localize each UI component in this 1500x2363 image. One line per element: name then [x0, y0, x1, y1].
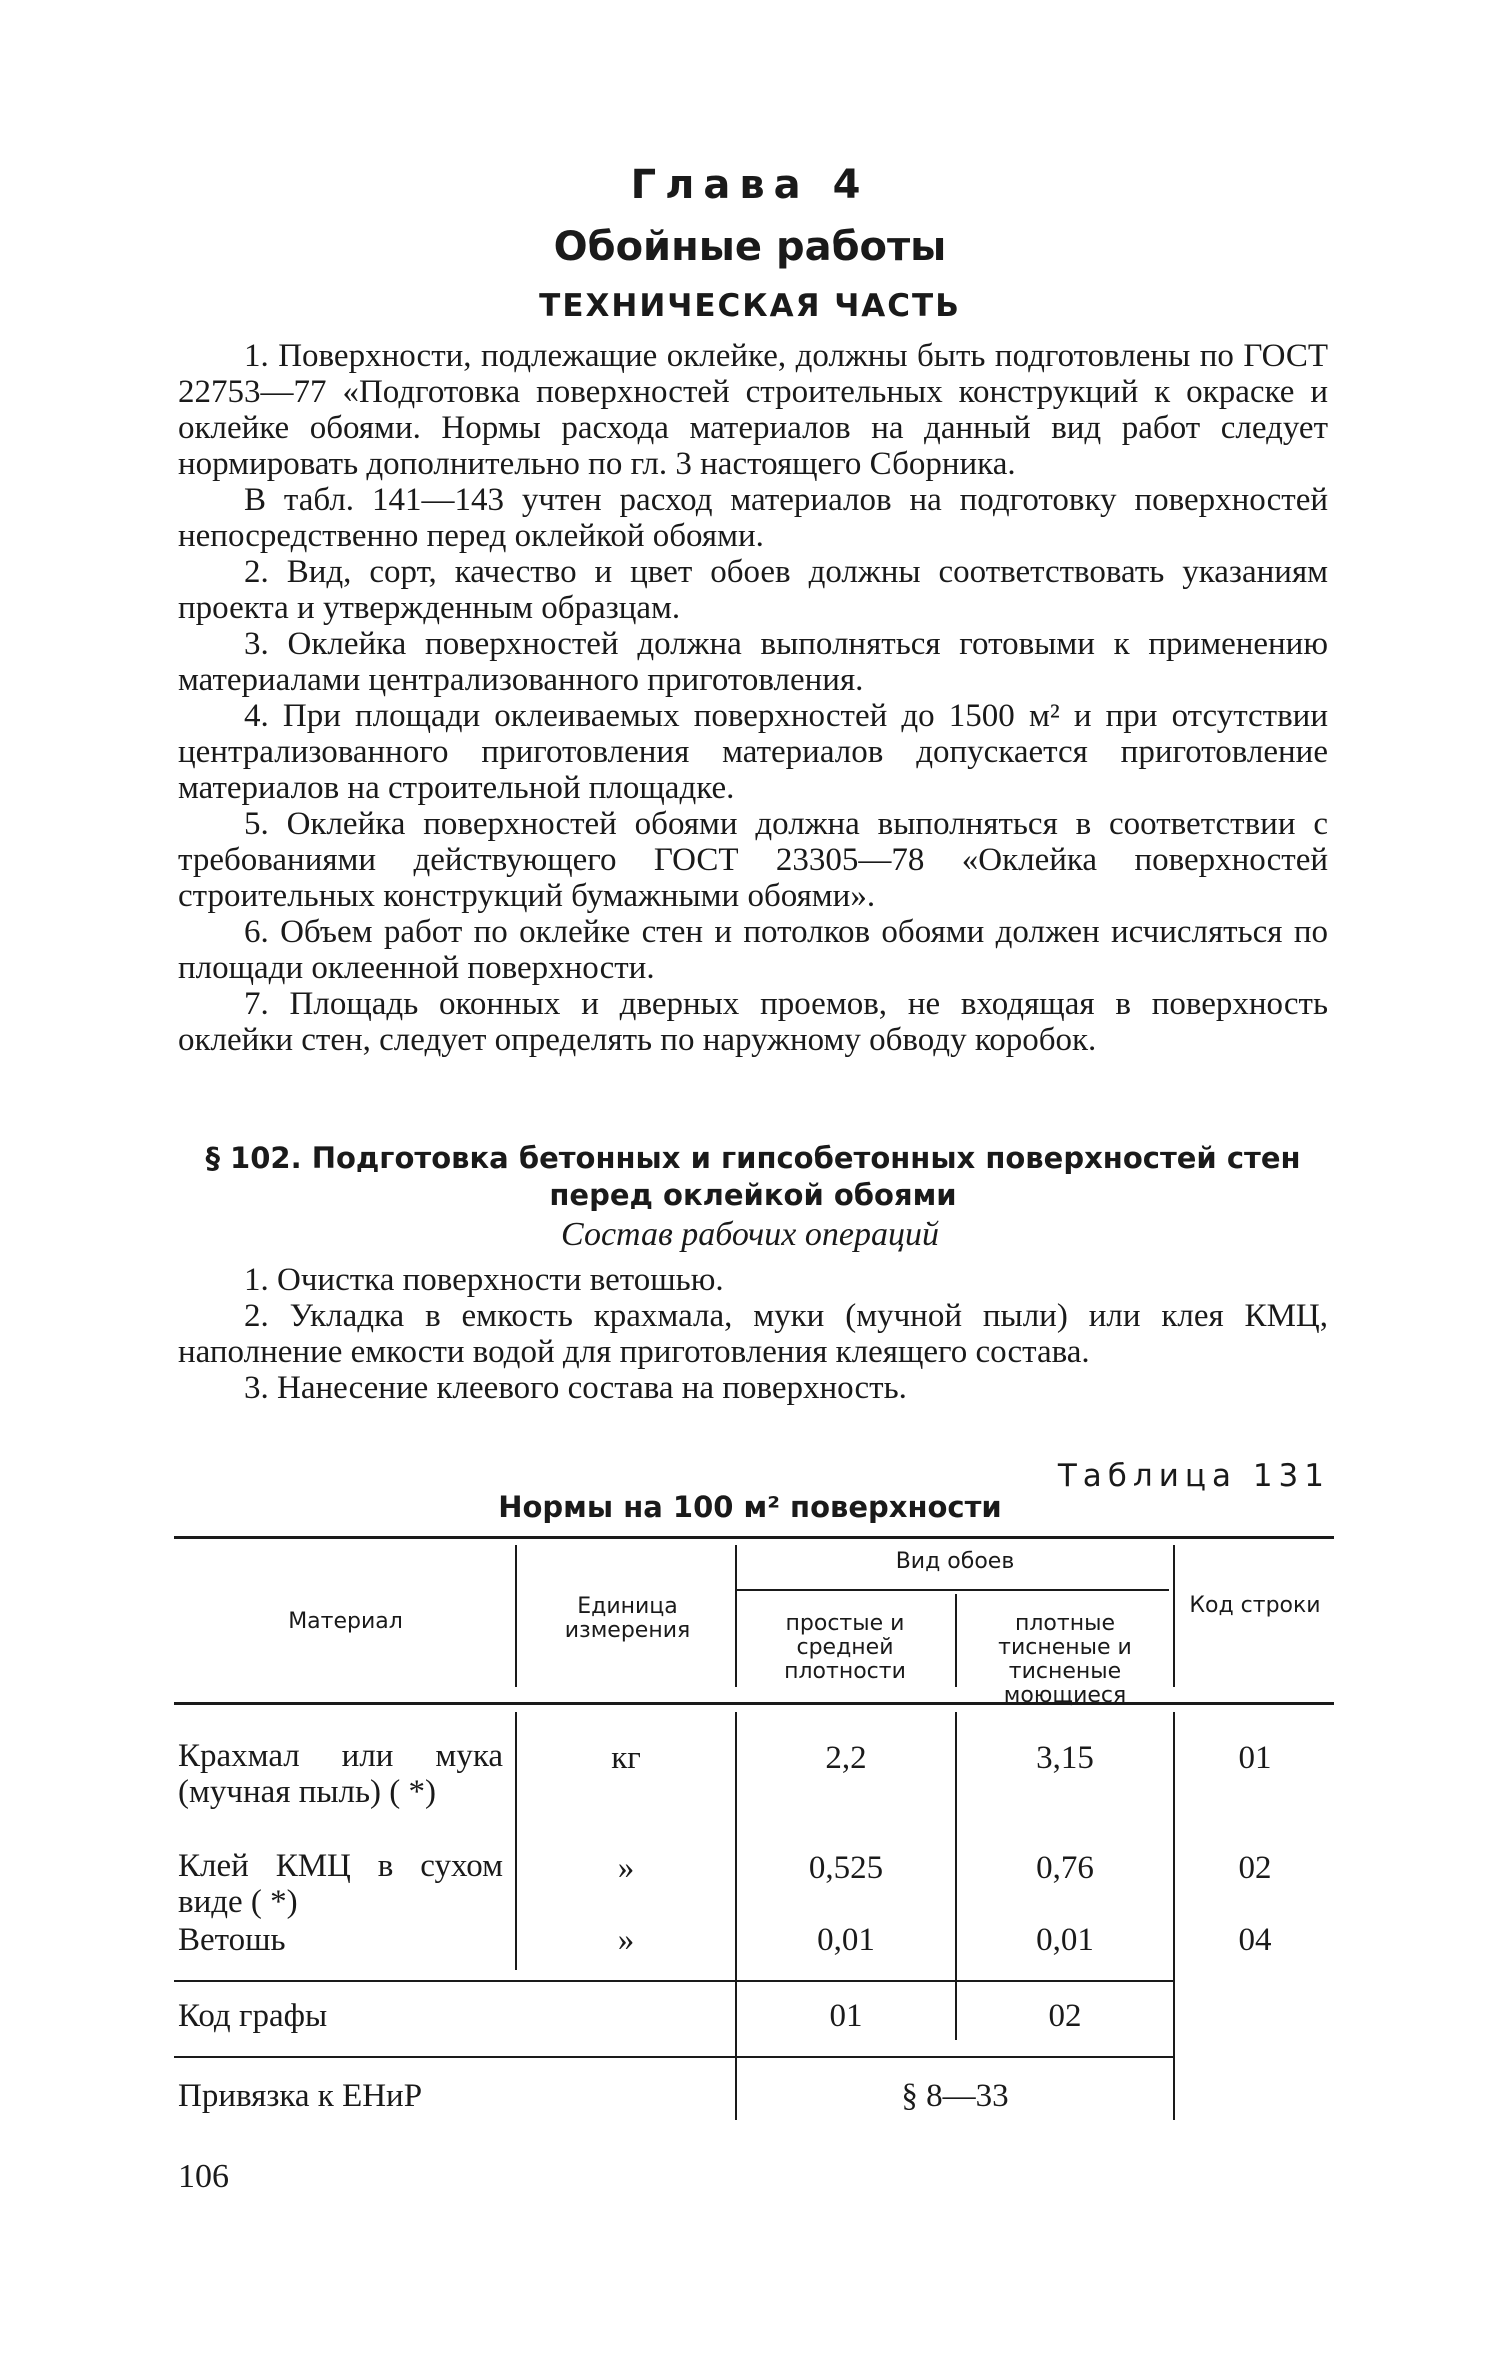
header-wallpaper-type: Вид обоев	[895, 1549, 1015, 1574]
operation-2: 2. Укладка в емкость крахмала, муки (мучной пыли) или клея КМЦ, наполнение емкости водой для приготовления клеящего состава.	[178, 1298, 1328, 1370]
section-heading: § 102. Подготовка бетонных и гипсобетонных поверхностей стен перед оклейкой обоями	[205, 1141, 1301, 1212]
row-value-dense: 3,15	[1036, 1740, 1094, 1776]
paragraph-1: 1. Поверхности, подлежащие оклейке, должны быть подготовлены по ГОСТ 22753—77 «Подготовка поверхностей строительных конструкций к окраске и оклейке обоями. Нормы расхода материалов на данный вид работ следует нормировать дополнительно по гл. 3 настоящего Сборника.	[178, 338, 1328, 482]
operations-title: Состав рабочих операций	[561, 1216, 939, 1253]
header-unit: Единица измерения	[564, 1594, 691, 1643]
code-graph-top-rule	[174, 1980, 1174, 1982]
header-material: Материал	[288, 1609, 403, 1634]
row-value-simple: 0,525	[808, 1850, 884, 1886]
operation-1: 1. Очистка поверхности ветошью.	[244, 1262, 724, 1298]
operations-list	[178, 1262, 1328, 1406]
row-value-simple: 0,01	[817, 1922, 875, 1958]
binding-value: § 8—33	[901, 2078, 1009, 2114]
chapter-label: Глава 4	[630, 162, 870, 208]
table-caption: Нормы на 100 м² поверхности	[498, 1490, 1002, 1524]
row-unit: »	[617, 1850, 635, 1886]
row-material: Клей КМЦ в сухом виде ( *)	[178, 1848, 503, 1920]
row-code: 01	[1238, 1740, 1272, 1776]
row-value-dense: 0,76	[1036, 1850, 1094, 1886]
paragraph-5: 5. Оклейка поверхностей обоями должна выполняться в соответствии с требованиями действующего ГОСТ 23305—78 «Оклейка поверхностей строительных конструкций бумажными обоями».	[178, 806, 1328, 914]
row-value-simple: 2,2	[825, 1740, 867, 1776]
code-graph-label: Код графы	[178, 1998, 328, 2034]
row-unit: кг	[611, 1740, 641, 1776]
table-number: Таблица 131	[1057, 1458, 1330, 1494]
operation-3: 3. Нанесение клеевого состава на поверхность.	[244, 1370, 907, 1406]
v-rule-dense-header	[955, 1594, 957, 1687]
header-row-code: Код строки	[1189, 1593, 1321, 1618]
paragraph-2: 2. Вид, сорт, качество и цвет обоев должны соответствовать указаниям проекта и утвержденным образцам.	[178, 554, 1328, 626]
type-subheader-rule	[737, 1589, 1169, 1591]
header-dense: плотные тисненые и тисненые моющиеся	[998, 1611, 1132, 1708]
binding-label: Привязка к ЕНиР	[178, 2078, 423, 2114]
paragraph-3: 3. Оклейка поверхностей должна выполняться готовыми к применению материалами централизованного приготовления.	[178, 626, 1328, 698]
row-material: Ветошь	[178, 1922, 286, 1958]
row-unit: »	[617, 1922, 635, 1958]
row-code: 04	[1238, 1922, 1272, 1958]
paragraph-6: 6. Объем работ по оклейке стен и потолков обоями должен исчисляться по площади оклеенной поверхности.	[178, 914, 1328, 986]
table-top-rule	[174, 1536, 1334, 1539]
technical-part-heading: ТЕХНИЧЕСКАЯ ЧАСТЬ	[539, 288, 961, 324]
v-rule-unit-header	[515, 1545, 517, 1687]
paragraph-4: 4. При площади оклеиваемых поверхностей до 1500 м² и при отсутствии централизованного приготовления материалов допускается приготовление материалов на строительной площадке.	[178, 698, 1328, 806]
code-graph-col1: 01	[829, 1998, 863, 2034]
paragraph-1b: В табл. 141—143 учтен расход материалов на подготовку поверхностей непосредственно перед оклейкой обоями.	[178, 482, 1328, 554]
binding-top-rule	[174, 2056, 1174, 2058]
paragraph-7: 7. Площадь оконных и дверных проемов, не входящая в поверхность оклейки стен, следует определять по наружному обводу коробок.	[178, 986, 1328, 1058]
row-material: Крахмал или мука (мучная пыль) ( *)	[178, 1738, 503, 1810]
code-graph-col2: 02	[1048, 1998, 1082, 2034]
row-value-dense: 0,01	[1036, 1922, 1094, 1958]
row-code: 02	[1238, 1850, 1272, 1886]
technical-part-text	[178, 338, 1328, 1058]
page-number: 106	[178, 2158, 229, 2195]
v-rule-code-header	[1173, 1545, 1175, 1687]
header-simple: простые и средней плотности	[784, 1611, 906, 1684]
chapter-title: Обойные работы	[553, 224, 947, 270]
